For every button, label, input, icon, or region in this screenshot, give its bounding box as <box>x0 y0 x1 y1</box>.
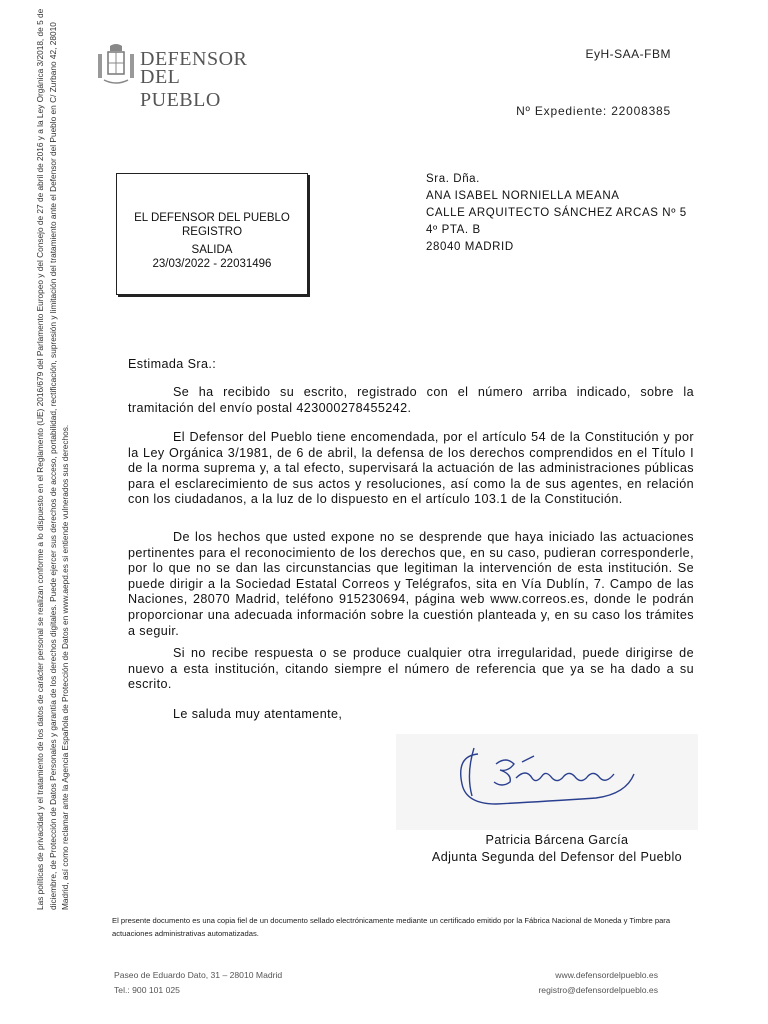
letter-greeting: Estimada Sra.: <box>128 357 217 371</box>
signatory-title: Adjunta Segunda del Defensor del Pueblo <box>431 850 683 864</box>
footer-website-link[interactable]: www.defensordelpueblo.es <box>555 970 658 980</box>
signatory-name: Patricia Bárcena García <box>485 833 629 847</box>
letter-paragraph-4: Si no recibe respuesta o se produce cualquier otra irregularidad, puede dirigirse de nuevo a esta institución, citando siempre el número de referencia que ya se ha dado a su escrito. <box>128 646 694 692</box>
registry-stamp <box>116 173 308 295</box>
logo-line-2: DEL PUEBLO <box>140 66 221 111</box>
recipient-salutation: Sra. Dña. <box>426 173 480 185</box>
letter-paragraph-3: De los hechos que usted expone no se desprende que haya iniciado las actuaciones pertinentes para el reconocimiento de los derechos que, en su caso, pudieran corresponderle, por lo que no se dan las circunstancias que legitiman la intervención de esta institución. Se puede dirigir a la Sociedad Estatal Correos y Telégrafos, sita en Vía Dublín, 7. Campo de las Naciones, 28070 Madrid, teléfono 915230694, página web www.correos.es, donde le podrán proporcionar una adecuada información sobre la cuestión planteada y, en su caso los trámites a seguir. <box>128 530 694 638</box>
logo-line-1: DEFENSOR <box>140 48 248 70</box>
legal-notice: El presente documento es una copia fiel de un documento sellado electrónicamente mediante un certificado emitido por la Fábrica Nacional de Moneda y Timbre para actuaciones administrativas automatizadas. <box>112 916 671 938</box>
stamp-line-1: EL DEFENSOR DEL PUEBLO <box>134 212 290 224</box>
footer-links <box>538 968 658 998</box>
stamp-line-4: 23/03/2022 - 22031496 <box>152 258 272 270</box>
handwritten-signature <box>396 734 698 830</box>
expediente-number: 22008385 <box>611 104 671 118</box>
defensor-logo <box>96 42 256 111</box>
letter-closing: Le saluda muy atentamente, <box>173 707 343 721</box>
reference-code: EyH-SAA-FBM <box>585 47 671 61</box>
footer-phone: Tel.: 900 101 025 <box>114 985 180 995</box>
signature-scribble <box>396 734 698 830</box>
footer-contact <box>114 968 282 998</box>
signatory <box>416 832 698 866</box>
stamp-line-2: REGISTRO <box>181 226 243 238</box>
recipient-address <box>426 171 687 256</box>
letter-paragraph-2: El Defensor del Pueblo tiene encomendada, por el artículo 54 de la Constitución y por la Ley Orgánica 3/1981, de 6 de abril, la defensa de los derechos comprendidos en el Título I de la norma suprema y, a tal efecto, supervisará la actuación de las administraciones públicas para el esclarecimiento de sus actos y resoluciones, así como la de sus agentes, en relación con los ciudadanos, a la luz de lo dispuesto en el artículo 103.1 de la Constitución. <box>128 430 694 507</box>
privacy-line-3: Madrid, así como reclamar ante la Agencia Española de Protección de Datos en www.aepd.es si entiende vulnerados sus derechos. <box>60 424 71 910</box>
privacy-side-note <box>34 8 72 910</box>
letter-paragraph-1: Se ha recibido su escrito, registrado con el número arriba indicado, sobre la tramitación del envío postal 423000278455242. <box>128 385 694 415</box>
recipient-floor: 4º PTA. B <box>426 224 481 236</box>
expediente <box>516 104 671 118</box>
recipient-street: CALLE ARQUITECTO SÁNCHEZ ARCAS Nº 5 <box>426 207 687 219</box>
stamp-line-3: SALIDA <box>191 244 233 256</box>
privacy-line-1: Las políticas de privacidad y el tratamiento de los datos de carácter personal se realizan conforme a lo dispuesto en el Reglamento (UE) 2016/679 del Parlamento Europeo y del Consejo de 27 de abril de 2016 y a la Ley Orgánica 3/2018, de 5 de <box>35 8 45 910</box>
recipient-name: ANA ISABEL NORNIELLA MEANA <box>426 190 620 202</box>
coat-of-arms-icon <box>96 42 136 86</box>
recipient-city: 28040 MADRID <box>426 241 514 253</box>
privacy-line-2: diciembre, de Protección de Datos Personales y garantía de los derechos digitales. Puede ejercer sus derechos de acceso, portabilidad, rectificación, supresión y limitación del tratamiento ante el Defensor del Pueblo en C/ Zurbano 42, 28010 <box>47 22 58 910</box>
footer-email-link[interactable]: registro@defensordelpueblo.es <box>538 985 658 995</box>
footer-address: Paseo de Eduardo Dato, 31 – 28010 Madrid <box>114 970 283 980</box>
expediente-label: Nº Expediente: <box>516 104 608 118</box>
